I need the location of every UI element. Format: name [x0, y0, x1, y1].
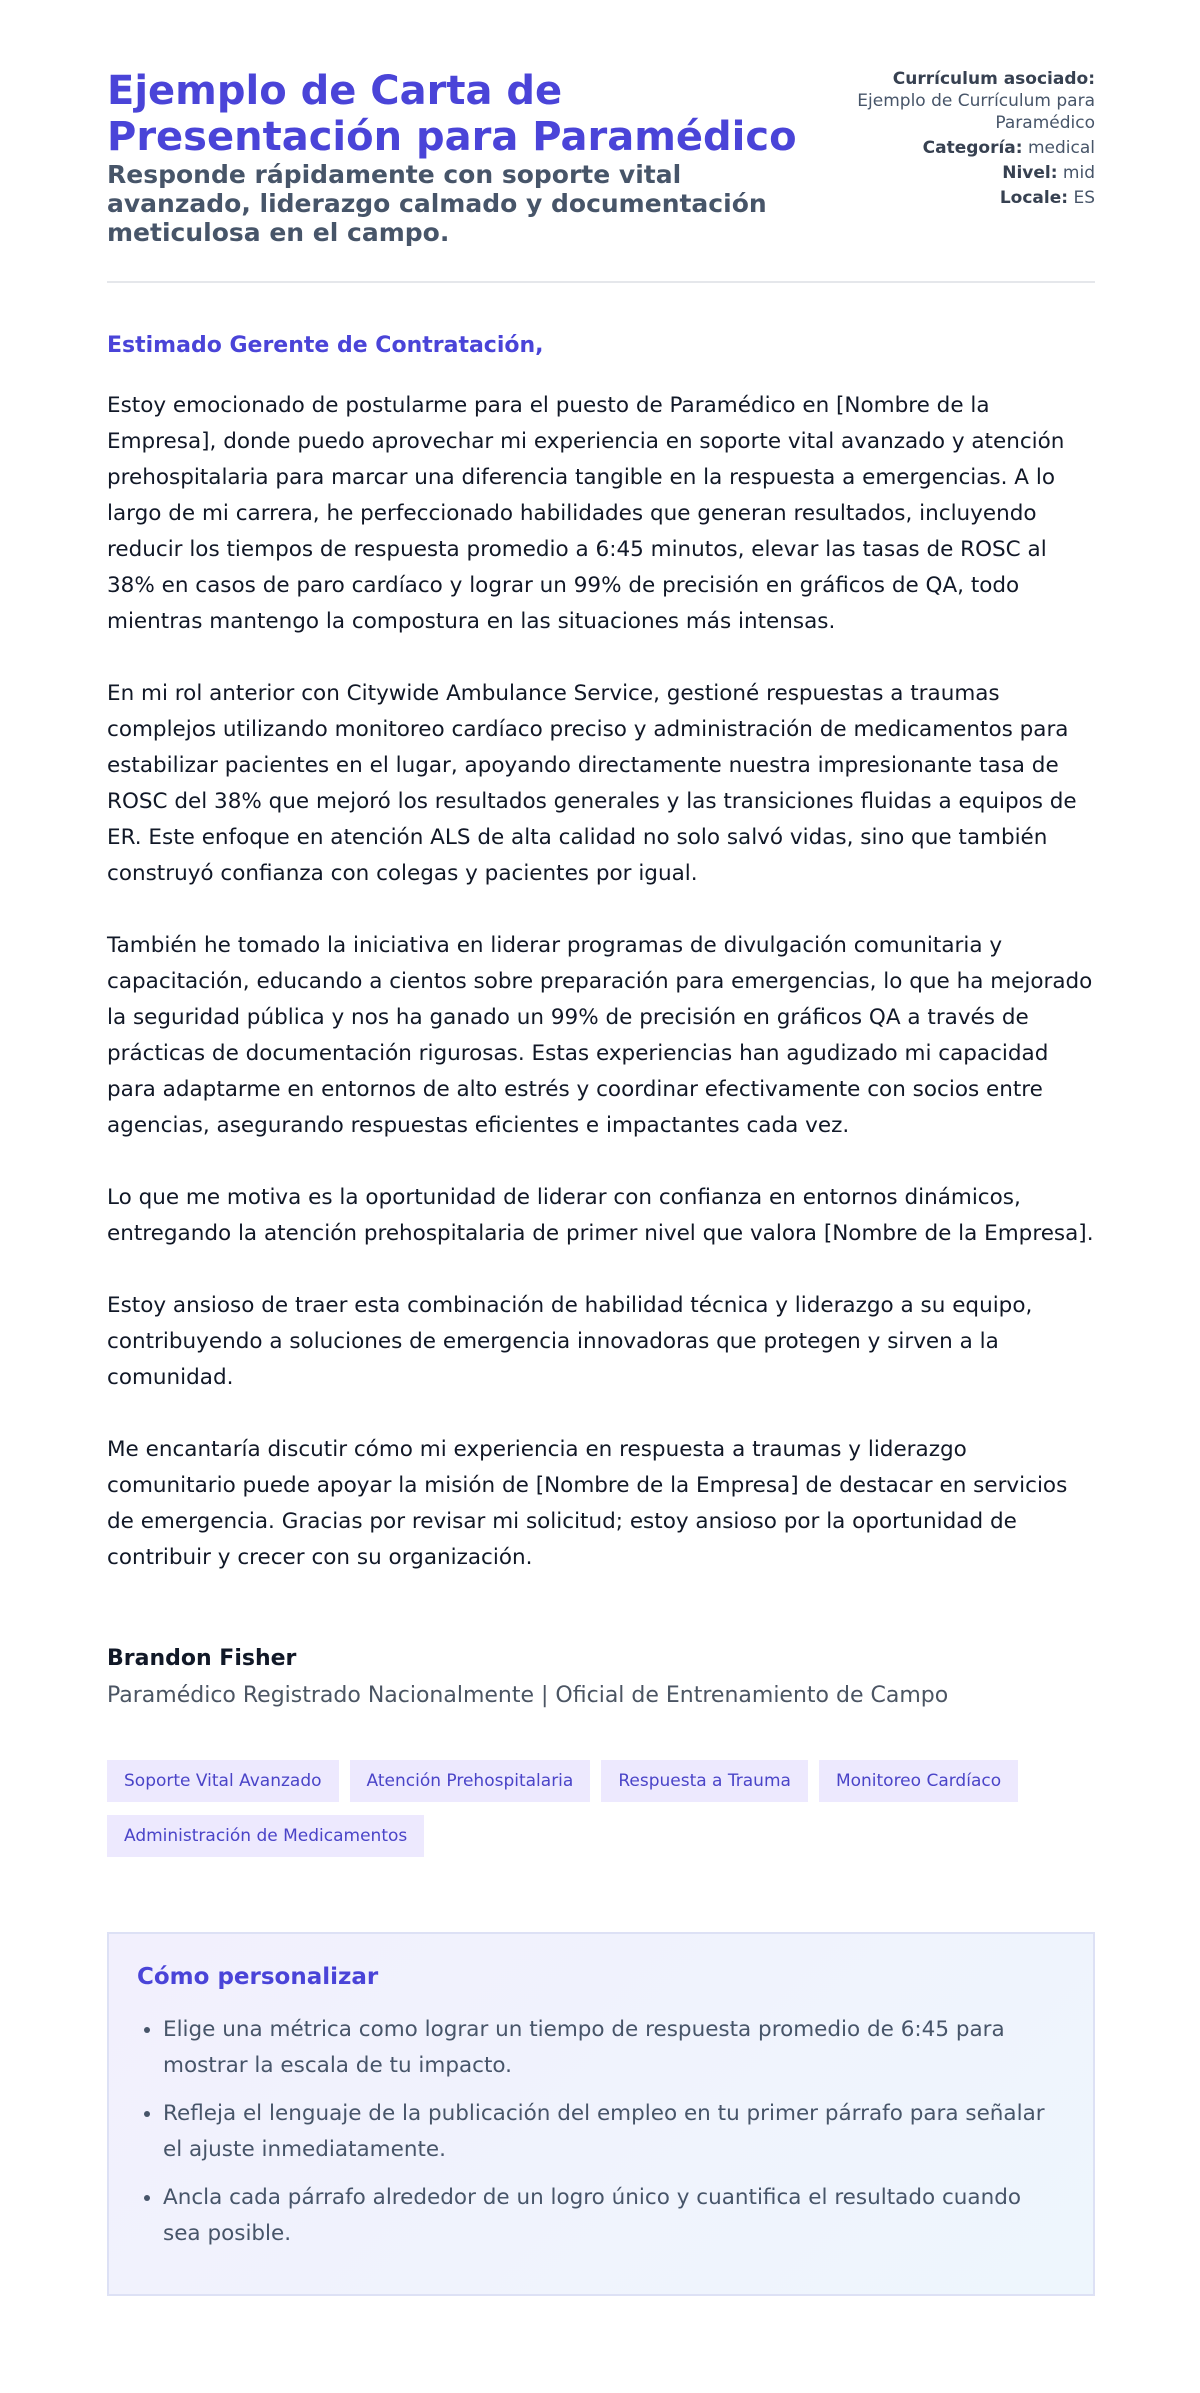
page-header: [107, 68, 1095, 283]
skill-tag: Monitoreo Cardíaco: [819, 1760, 1018, 1802]
skill-tag: Soporte Vital Avanzado: [107, 1760, 339, 1802]
skill-tag: Atención Prehospitalaria: [350, 1760, 591, 1802]
tip-item: • Ancla cada párrafo alrededor de un logro único y cuantifica el resultado cuando sea posible.: [163, 2180, 1065, 2252]
meta-panel: [835, 68, 1095, 212]
meta-resume: [835, 68, 1095, 134]
meta-level-label: Nivel:: [1002, 163, 1058, 183]
skill-tag: Respuesta a Trauma: [601, 1760, 808, 1802]
skill-tags: [107, 1760, 1067, 1857]
page-subtitle: Responde rápidamente con soporte vital avanzado, liderazgo calmado y documentación meticulosa en el campo.: [107, 160, 767, 247]
letter-paragraph: En mi rol anterior con Citywide Ambulance Service, gestioné respuestas a traumas complejos utilizando monitoreo cardíaco preciso y administración de medicamentos para estabilizar pacientes en el lugar, apoyando directamente nuestra impresionante tasa de ROSC del 38% que mejoró los resultados generales y las transiciones fluidas a equipos de ER. Este enfoque en atención ALS de alta calidad no solo salvó vidas, sino que también construyó confianza con colegas y pacientes por igual.: [107, 681, 1077, 886]
tip-item: • Refleja el lenguaje de la publicación del empleo en tu primer párrafo para señalar el ajuste inmediatamente.: [163, 2096, 1065, 2168]
tips-list: [137, 2012, 1065, 2252]
meta-level: [835, 162, 1095, 184]
letter-greeting: Estimado Gerente de Contratación,: [107, 333, 544, 358]
letter-paragraph: Estoy emocionado de postularme para el puesto de Paramédico en [Nombre de la Empresa], donde puedo aprovechar mi experiencia en soporte vital avanzado y atención prehospitalaria para marcar una diferencia tangible en la respuesta a emergencias. A lo largo de mi carrera, he perfeccionado habilidades que generan resultados, incluyendo reducir los tiempos de respuesta promedio a 6:45 minutos, elevar las tasas de ROSC al 38% en casos de paro cardíaco y lograr un 99% de precisión en gráficos de QA, todo mientras mantengo la compostura en las situaciones más intensas.: [107, 393, 1065, 634]
skill-tag: Administración de Medicamentos: [107, 1815, 424, 1857]
letter-paragraph: Me encantaría discutir cómo mi experiencia en respuesta a traumas y liderazgo comunitario puede apoyar la misión de [Nombre de la Empresa] de destacar en servicios de emergencia. Gracias por revisar mi solicitud; estoy ansioso por la oportunidad de contribuir y crecer con su organización.: [107, 1437, 1068, 1570]
letter-body: [107, 388, 1095, 1576]
meta-level-value: mid: [1062, 163, 1095, 183]
signature-title: Paramédico Registrado Nacionalmente | Oficial de Entrenamiento de Campo: [107, 1683, 949, 1708]
title-block: [107, 68, 827, 247]
meta-resume-link[interactable]: Ejemplo de Currículum para Paramédico: [857, 91, 1095, 133]
meta-locale-value: ES: [1073, 188, 1095, 208]
meta-resume-label: Currículum asociado:: [892, 69, 1095, 89]
tips-heading: Cómo personalizar: [137, 1964, 379, 1990]
meta-locale-label: Locale:: [999, 188, 1069, 208]
signature-name: Brandon Fisher: [107, 1646, 297, 1671]
letter-paragraph: Estoy ansioso de traer esta combinación de habilidad técnica y liderazgo a su equipo, contribuyendo a soluciones de emergencia innovadoras que protegen y sirven a la comunidad.: [107, 1293, 1033, 1390]
meta-category-value: medical: [1027, 138, 1095, 158]
meta-category-label: Categoría:: [922, 138, 1023, 158]
meta-category: [835, 137, 1095, 159]
meta-locale: [835, 187, 1095, 209]
customization-tips: [107, 1932, 1095, 2296]
page-title: Ejemplo de Carta de Presentación para Paramédico: [107, 68, 797, 160]
letter-paragraph: También he tomado la iniciativa en liderar programas de divulgación comunitaria y capacitación, educando a cientos sobre preparación para emergencias, lo que ha mejorado la seguridad pública y nos ha ganado un 99% de precisión en gráficos QA a través de prácticas de documentación rigurosas. Estas experiencias han agudizado mi capacidad para adaptarme en entornos de alto estrés y coordinar efectivamente con socios entre agencias, asegurando respuestas eficientes e impactantes cada vez.: [107, 933, 1093, 1138]
letter-paragraph: Lo que me motiva es la oportunidad de liderar con confianza en entornos dinámicos, entregando la atención prehospitalaria de primer nivel que valora [Nombre de la Empresa].: [107, 1185, 1094, 1246]
tip-item: • Elige una métrica como lograr un tiempo de respuesta promedio de 6:45 para mostrar la escala de tu impacto.: [163, 2012, 1065, 2084]
